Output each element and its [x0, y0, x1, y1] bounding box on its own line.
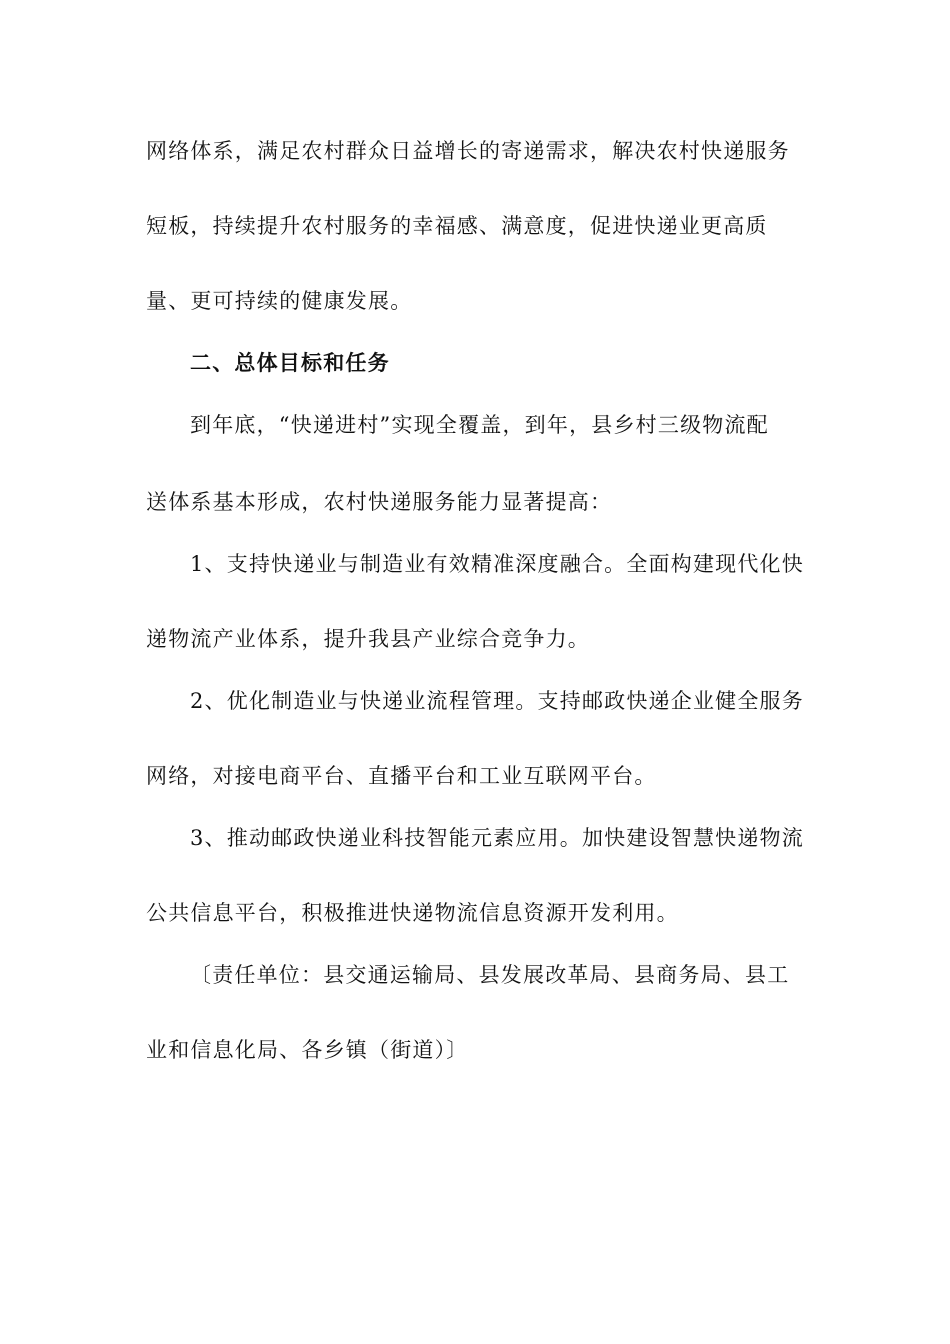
list-item-2-line: 网络，对接电商平台、直播平台和工业互联网平台。	[146, 764, 657, 788]
responsible-units-line: 业和信息化局、各乡镇（街道）〕	[146, 1038, 469, 1062]
body-text-line: 到年底，“快递进村”实现全覆盖，到年，县乡村三级物流配	[190, 413, 769, 437]
list-item-2-line: 2、优化制造业与快递业流程管理。支持邮政快递企业健全服务	[190, 689, 804, 713]
body-text-line: 短板，持续提升农村服务的幸福感、满意度，促进快递业更高质	[146, 214, 768, 238]
list-item-3-line: 公共信息平台，积极推进快递物流信息资源开发利用。	[146, 901, 679, 925]
list-item-1-line: 1、支持快递业与制造业有效精准深度融合。全面构建现代化快	[190, 552, 804, 576]
list-item-3-line: 3、推动邮政快递业科技智能元素应用。加快建设智慧快递物流	[190, 826, 804, 850]
section-heading: 二、总体目标和任务	[190, 351, 390, 375]
list-item-1-line: 递物流产业体系，提升我县产业综合竞争力。	[146, 627, 590, 651]
responsible-units-line: 〔责任单位：县交通运输局、县发展改革局、县商务局、县工	[190, 963, 790, 987]
body-text-line: 量、更可持续的健康发展。	[146, 289, 413, 313]
body-text-line: 网络体系，满足农村群众日益增长的寄递需求，解决农村快递服务	[146, 139, 790, 163]
body-text-line: 送体系基本形成，农村快递服务能力显著提高：	[146, 490, 613, 514]
